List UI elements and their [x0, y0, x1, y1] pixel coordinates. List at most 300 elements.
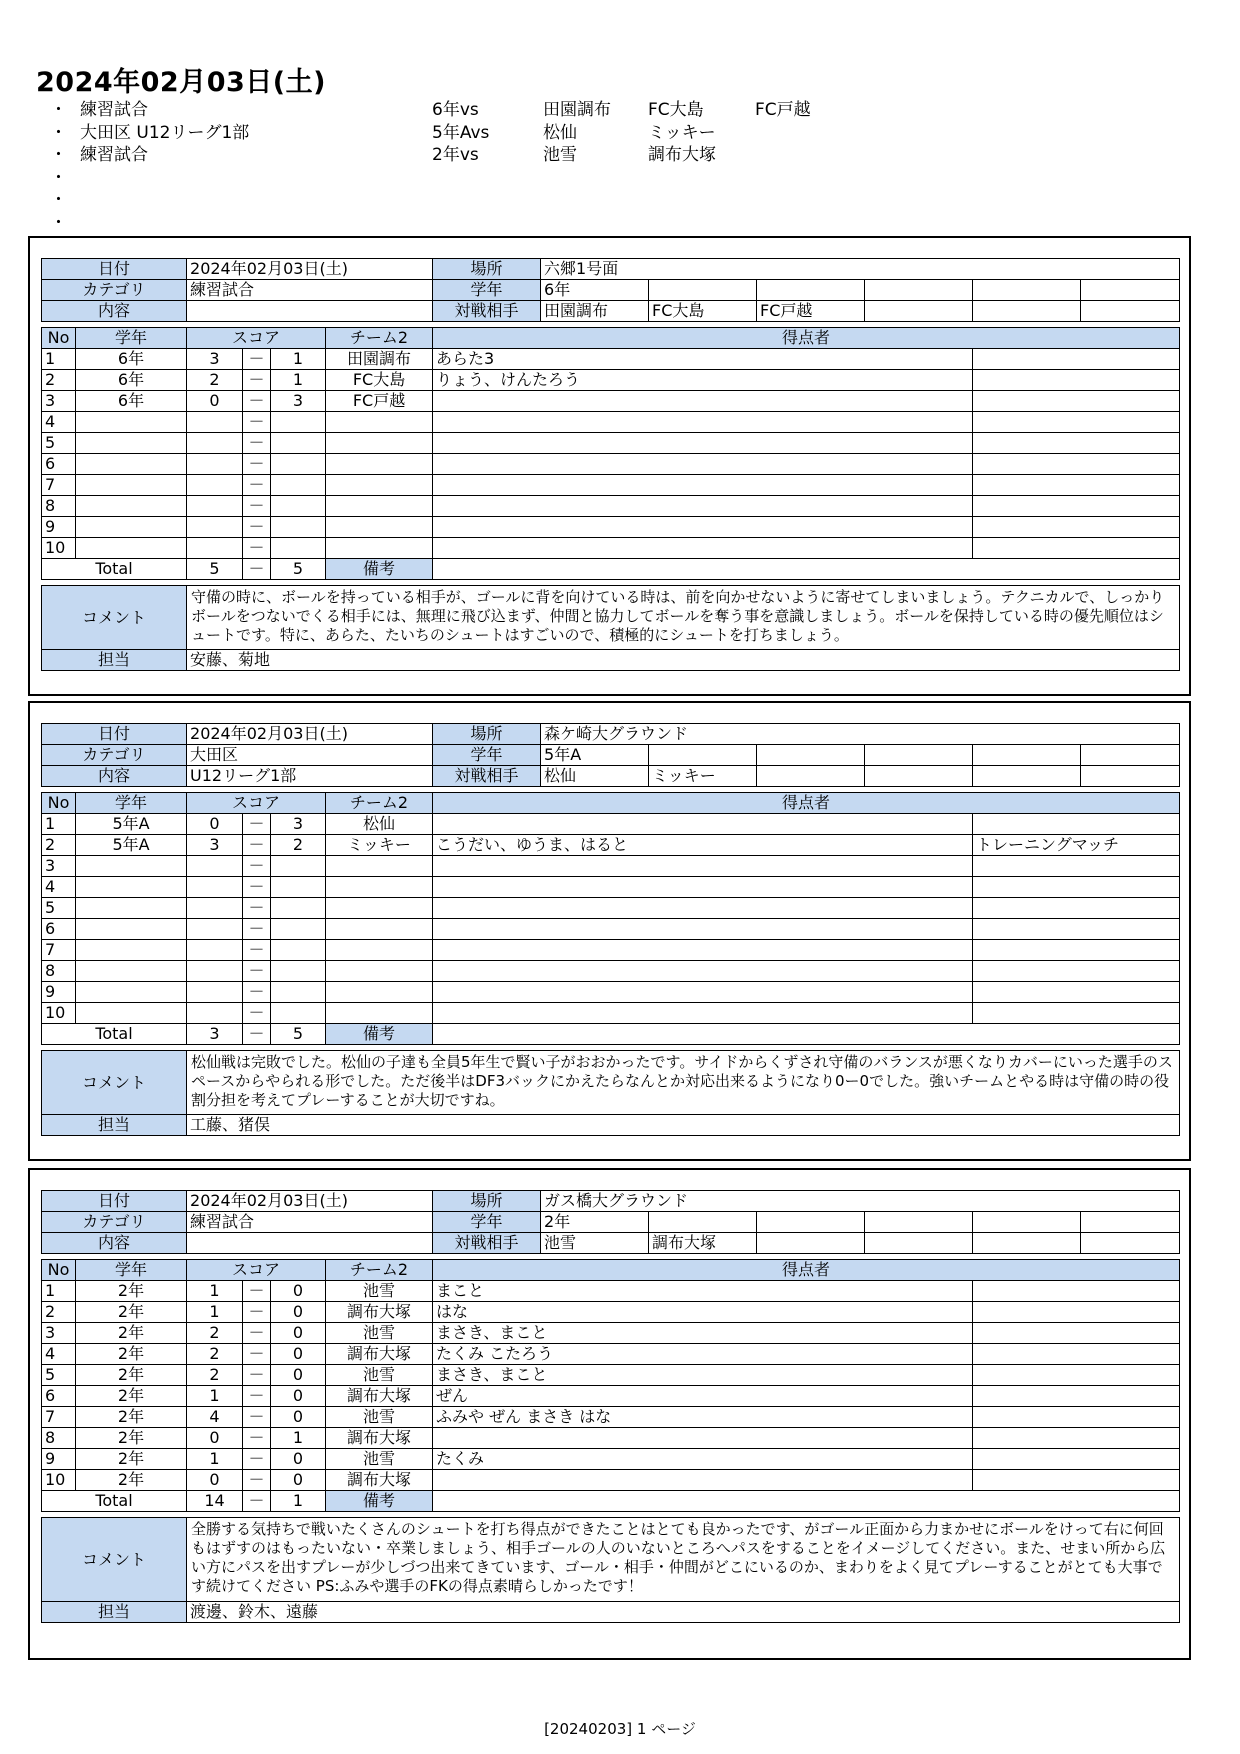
match-team2	[326, 496, 433, 517]
staff-label: 担当	[42, 650, 187, 671]
match-row	[42, 982, 1180, 1003]
cell	[973, 745, 1081, 766]
match-no: 2	[42, 370, 76, 391]
match-note	[973, 412, 1180, 433]
score-opp	[271, 517, 326, 538]
remarks-value	[433, 1491, 1180, 1512]
opponent-value	[757, 766, 865, 787]
cell	[1081, 1212, 1180, 1233]
match-scorers	[433, 898, 973, 919]
match-no: 5	[42, 433, 76, 454]
match-row	[42, 1470, 1180, 1491]
grade-value: 2年	[541, 1212, 649, 1233]
match-note	[973, 538, 1180, 559]
cell	[865, 1233, 973, 1254]
bullet: ・	[50, 212, 67, 233]
cell	[973, 301, 1081, 322]
score-own	[187, 961, 243, 982]
match-grade	[76, 877, 187, 898]
match-note	[973, 517, 1180, 538]
score-dash: －	[243, 835, 271, 856]
score-header: スコア	[187, 793, 326, 814]
summary-row	[50, 167, 950, 190]
match-row	[42, 856, 1180, 877]
match-team2	[326, 856, 433, 877]
cell	[973, 1212, 1081, 1233]
remarks-value	[433, 1024, 1180, 1045]
place-value: ガス橋大グラウンド	[541, 1191, 1180, 1212]
match-no: 4	[42, 1344, 76, 1365]
score-opp: 0	[271, 1323, 326, 1344]
team2-header: チーム2	[326, 328, 433, 349]
summary-row	[50, 144, 950, 167]
score-dash: －	[243, 982, 271, 1003]
summary-category: 練習試合	[80, 145, 148, 165]
cell	[1081, 766, 1180, 787]
match-no: 9	[42, 517, 76, 538]
match-scorers	[433, 919, 973, 940]
match-note	[973, 1407, 1180, 1428]
match-note	[973, 1470, 1180, 1491]
cell	[865, 1212, 973, 1233]
scorers-header: 得点者	[433, 793, 1180, 814]
score-dash: －	[243, 538, 271, 559]
cell	[865, 766, 973, 787]
match-note	[973, 940, 1180, 961]
match-team2	[326, 961, 433, 982]
score-own	[187, 517, 243, 538]
score-opp	[271, 940, 326, 961]
total-own: 14	[187, 1491, 243, 1512]
score-own: 0	[187, 1428, 243, 1449]
score-own: 3	[187, 835, 243, 856]
score-own	[187, 877, 243, 898]
match-no: 3	[42, 856, 76, 877]
match-scorers: はな	[433, 1302, 973, 1323]
cell	[757, 1212, 865, 1233]
match-note	[973, 898, 1180, 919]
match-row	[42, 1302, 1180, 1323]
score-dash: －	[243, 370, 271, 391]
score-opp	[271, 856, 326, 877]
summary-category: 大田区 U12リーグ1部	[80, 122, 250, 143]
score-dash: －	[243, 1407, 271, 1428]
match-no: 1	[42, 1281, 76, 1302]
opponent-value: 調布大塚	[649, 1233, 757, 1254]
match-no: 10	[42, 538, 76, 559]
score-own: 0	[187, 1470, 243, 1491]
opponent-label: 対戦相手	[433, 301, 541, 322]
score-own	[187, 538, 243, 559]
score-own: 2	[187, 1365, 243, 1386]
date-label: 日付	[42, 259, 187, 280]
score-own	[187, 1003, 243, 1024]
match-no: 9	[42, 982, 76, 1003]
opponent-value: 松仙	[541, 766, 649, 787]
staff-value: 安藤、菊地	[187, 650, 1180, 671]
score-dash: －	[243, 1323, 271, 1344]
cell	[757, 745, 865, 766]
comment-text: 全勝する気持ちで戦いたくさんのシュートを打ち得点ができたことはとても良かったです、がゴール正面から力まかせにボールをけって右に何回もはずすのはもったいない・卒業しましょう、相手ゴールの人のいないところへパスをすることをイメージしてください。また、せまい所から広い方にパスを出すプレーが少しづつ出来てきています、ゴール・相手・仲間がどこにいるのか、まわりをよく見てプレーすることがとても大事です続けてください PS:ふみや選手のFKの得点素晴らしかったです！	[187, 1518, 1180, 1602]
match-row	[42, 961, 1180, 982]
match-row	[42, 835, 1180, 856]
match-team2: 池雪	[326, 1323, 433, 1344]
opponent-label: 対戦相手	[433, 1233, 541, 1254]
match-note	[973, 982, 1180, 1003]
match-block-6nen	[28, 236, 1191, 696]
remarks-label: 備考	[326, 1491, 433, 1512]
match-scorers: たくみ こたろう	[433, 1344, 973, 1365]
match-team2	[326, 982, 433, 1003]
match-team2: 池雪	[326, 1281, 433, 1302]
category-value: 練習試合	[187, 1212, 433, 1233]
match-scorers: ぜん	[433, 1386, 973, 1407]
total-dash: －	[243, 1491, 271, 1512]
category-label: カテゴリ	[42, 1212, 187, 1233]
match-team2	[326, 940, 433, 961]
score-own: 1	[187, 1449, 243, 1470]
score-opp	[271, 454, 326, 475]
match-note	[973, 1323, 1180, 1344]
match-scorers	[433, 1428, 973, 1449]
summary-list	[50, 99, 950, 234]
match-grade: 6年	[76, 349, 187, 370]
score-own: 4	[187, 1407, 243, 1428]
summary-category: 練習試合	[80, 100, 148, 120]
match-grade	[76, 496, 187, 517]
score-opp: 1	[271, 370, 326, 391]
place-label: 場所	[433, 1191, 541, 1212]
cell	[973, 1233, 1081, 1254]
comment-label: コメント	[42, 1518, 187, 1602]
content-value: U12リーグ1部	[187, 766, 433, 787]
score-dash: －	[243, 877, 271, 898]
grade-value: 6年	[541, 280, 649, 301]
match-grade	[76, 1003, 187, 1024]
match-team2	[326, 877, 433, 898]
summary-opponent: 池雪	[543, 145, 577, 165]
scorers-header: 得点者	[433, 1260, 1180, 1281]
total-label: Total	[42, 559, 187, 580]
match-no: 5	[42, 898, 76, 919]
category-value: 大田区	[187, 745, 433, 766]
score-opp: 0	[271, 1365, 326, 1386]
match-grade: 2年	[76, 1344, 187, 1365]
score-opp: 0	[271, 1281, 326, 1302]
cell	[1081, 301, 1180, 322]
grade-label: 学年	[433, 1212, 541, 1233]
category-value: 練習試合	[187, 280, 433, 301]
grade-label: 学年	[433, 280, 541, 301]
score-dash: －	[243, 349, 271, 370]
match-scorers: たくみ	[433, 1449, 973, 1470]
score-own	[187, 433, 243, 454]
team2-header: チーム2	[326, 793, 433, 814]
match-team2	[326, 433, 433, 454]
match-note	[973, 454, 1180, 475]
match-grade: 5年A	[76, 835, 187, 856]
score-opp: 2	[271, 835, 326, 856]
match-scorers: りょう、けんたろう	[433, 370, 973, 391]
match-table	[41, 1190, 1180, 1623]
score-dash: －	[243, 1428, 271, 1449]
score-opp: 0	[271, 1449, 326, 1470]
team2-header: チーム2	[326, 1260, 433, 1281]
match-team2: 田園調布	[326, 349, 433, 370]
match-team2	[326, 898, 433, 919]
cell	[865, 745, 973, 766]
match-row	[42, 349, 1180, 370]
summary-row	[50, 212, 950, 235]
grade-header: 学年	[76, 1260, 187, 1281]
match-scorers: まさき、まこと	[433, 1365, 973, 1386]
match-grade: 2年	[76, 1428, 187, 1449]
total-label: Total	[42, 1024, 187, 1045]
score-dash: －	[243, 1449, 271, 1470]
cell	[757, 280, 865, 301]
opponent-value: 田園調布	[541, 301, 649, 322]
staff-label: 担当	[42, 1115, 187, 1136]
summary-opponent: 田園調布	[543, 100, 611, 120]
match-note	[973, 1365, 1180, 1386]
match-team2	[326, 919, 433, 940]
match-scorers: こうだい、ゆうま、はると	[433, 835, 973, 856]
score-opp	[271, 982, 326, 1003]
match-scorers	[433, 433, 973, 454]
staff-value: 工藤、猪俣	[187, 1115, 1180, 1136]
score-opp	[271, 412, 326, 433]
match-team2: 池雪	[326, 1407, 433, 1428]
content-value	[187, 301, 433, 322]
total-label: Total	[42, 1491, 187, 1512]
page-title: 2024年02月03日(土)	[36, 67, 326, 98]
category-label: カテゴリ	[42, 280, 187, 301]
match-no: 6	[42, 1386, 76, 1407]
match-scorers: まこと	[433, 1281, 973, 1302]
date-label: 日付	[42, 724, 187, 745]
score-dash: －	[243, 1281, 271, 1302]
cell	[1081, 280, 1180, 301]
score-opp	[271, 877, 326, 898]
remarks-value	[433, 559, 1180, 580]
match-grade	[76, 898, 187, 919]
match-no: 6	[42, 454, 76, 475]
match-team2: 池雪	[326, 1449, 433, 1470]
match-row	[42, 1344, 1180, 1365]
place-value: 森ケ崎大グラウンド	[541, 724, 1180, 745]
match-note	[973, 961, 1180, 982]
match-team2: 調布大塚	[326, 1344, 433, 1365]
match-grade	[76, 517, 187, 538]
cell	[865, 301, 973, 322]
cell	[649, 745, 757, 766]
bullet: ・	[50, 145, 67, 165]
score-opp	[271, 538, 326, 559]
match-grade	[76, 433, 187, 454]
match-block-2nen	[28, 1168, 1191, 1660]
date-label: 日付	[42, 1191, 187, 1212]
score-opp: 3	[271, 391, 326, 412]
match-scorers	[433, 496, 973, 517]
total-opp: 5	[271, 1024, 326, 1045]
match-scorers	[433, 391, 973, 412]
match-note	[973, 877, 1180, 898]
match-row	[42, 877, 1180, 898]
match-row	[42, 433, 1180, 454]
match-grade: 2年	[76, 1386, 187, 1407]
score-dash: －	[243, 1470, 271, 1491]
summary-grade: 5年Avs	[432, 122, 490, 143]
match-note	[973, 433, 1180, 454]
match-grade	[76, 454, 187, 475]
match-note	[973, 1386, 1180, 1407]
score-opp: 0	[271, 1470, 326, 1491]
score-dash: －	[243, 1003, 271, 1024]
match-team2: 調布大塚	[326, 1302, 433, 1323]
match-note	[973, 391, 1180, 412]
match-row	[42, 517, 1180, 538]
place-label: 場所	[433, 724, 541, 745]
match-grade: 6年	[76, 391, 187, 412]
match-row	[42, 919, 1180, 940]
match-grade	[76, 982, 187, 1003]
summary-opponent: 松仙	[543, 122, 577, 143]
score-opp: 0	[271, 1302, 326, 1323]
match-no: 9	[42, 1449, 76, 1470]
score-opp: 0	[271, 1407, 326, 1428]
match-scorers: あらた3	[433, 349, 973, 370]
match-no: 6	[42, 919, 76, 940]
match-scorers	[433, 475, 973, 496]
match-row	[42, 1407, 1180, 1428]
match-grade	[76, 961, 187, 982]
opponent-value: 池雪	[541, 1233, 649, 1254]
comment-label: コメント	[42, 586, 187, 650]
match-grade: 2年	[76, 1449, 187, 1470]
remarks-label: 備考	[326, 1024, 433, 1045]
match-note	[973, 856, 1180, 877]
score-dash: －	[243, 475, 271, 496]
match-row	[42, 538, 1180, 559]
match-no: 10	[42, 1470, 76, 1491]
grade-label: 学年	[433, 745, 541, 766]
total-own: 5	[187, 559, 243, 580]
match-scorers	[433, 454, 973, 475]
score-own	[187, 982, 243, 1003]
score-opp: 3	[271, 814, 326, 835]
score-dash: －	[243, 940, 271, 961]
match-scorers	[433, 814, 973, 835]
score-own: 1	[187, 1386, 243, 1407]
match-note	[973, 1428, 1180, 1449]
opponent-value: FC戸越	[757, 301, 865, 322]
score-own	[187, 940, 243, 961]
match-no: 1	[42, 814, 76, 835]
match-note	[973, 919, 1180, 940]
score-opp: 0	[271, 1386, 326, 1407]
score-own: 2	[187, 370, 243, 391]
match-block-5nenA	[28, 701, 1191, 1161]
score-opp: 1	[271, 1428, 326, 1449]
match-grade: 2年	[76, 1281, 187, 1302]
match-row	[42, 412, 1180, 433]
score-opp	[271, 433, 326, 454]
match-team2	[326, 454, 433, 475]
match-grade: 2年	[76, 1302, 187, 1323]
scorers-header: 得点者	[433, 328, 1180, 349]
score-dash: －	[243, 454, 271, 475]
summary-grade: 6年vs	[432, 100, 479, 120]
match-grade: 2年	[76, 1470, 187, 1491]
comment-label: コメント	[42, 1051, 187, 1115]
match-scorers	[433, 412, 973, 433]
cell	[649, 280, 757, 301]
match-team2	[326, 1003, 433, 1024]
match-note	[973, 1003, 1180, 1024]
match-row	[42, 391, 1180, 412]
score-dash: －	[243, 391, 271, 412]
grade-value: 5年A	[541, 745, 649, 766]
score-dash: －	[243, 898, 271, 919]
match-row	[42, 1386, 1180, 1407]
match-team2	[326, 475, 433, 496]
score-dash: －	[243, 1386, 271, 1407]
no-header: No	[42, 793, 76, 814]
content-label: 内容	[42, 1233, 187, 1254]
score-dash: －	[243, 856, 271, 877]
match-note	[973, 370, 1180, 391]
page-footer: [20240203] 1 ページ	[544, 1720, 696, 1738]
date-value: 2024年02月03日(土)	[187, 259, 433, 280]
match-row	[42, 1449, 1180, 1470]
match-no: 1	[42, 349, 76, 370]
match-no: 2	[42, 1302, 76, 1323]
match-scorers	[433, 877, 973, 898]
score-dash: －	[243, 496, 271, 517]
score-dash: －	[243, 517, 271, 538]
match-team2	[326, 538, 433, 559]
opponent-value: FC大島	[649, 301, 757, 322]
bullet: ・	[50, 167, 67, 188]
score-own: 0	[187, 391, 243, 412]
score-own: 1	[187, 1281, 243, 1302]
score-opp: 1	[271, 349, 326, 370]
score-opp	[271, 1003, 326, 1024]
score-dash: －	[243, 961, 271, 982]
comment-text: 守備の時に、ボールを持っている相手が、ゴールに背を向けている時は、前を向かせないように寄せてしまいましょう。テクニカルで、しっかりボールをつないでくる相手には、無理に飛び込まず、仲間と協力してボールを奪う事を意識しましょう。ボールを保持している時の優先順位はシュートです。特に、あらた、たいちのシュートはすごいので、積極的にシュートを打ちましょう。	[187, 586, 1180, 650]
match-no: 7	[42, 1407, 76, 1428]
cell	[973, 766, 1081, 787]
match-grade	[76, 856, 187, 877]
score-header: スコア	[187, 1260, 326, 1281]
match-grade: 2年	[76, 1323, 187, 1344]
category-label: カテゴリ	[42, 745, 187, 766]
match-grade: 2年	[76, 1365, 187, 1386]
match-team2: 調布大塚	[326, 1428, 433, 1449]
match-note: トレーニングマッチ	[973, 835, 1180, 856]
opponent-label: 対戦相手	[433, 766, 541, 787]
score-dash: －	[243, 1302, 271, 1323]
bullet: ・	[50, 190, 67, 210]
match-row	[42, 1003, 1180, 1024]
match-scorers	[433, 856, 973, 877]
date-value: 2024年02月03日(土)	[187, 724, 433, 745]
cell	[1081, 1233, 1180, 1254]
opponent-value: ミッキー	[649, 766, 757, 787]
score-header: スコア	[187, 328, 326, 349]
match-row	[42, 496, 1180, 517]
match-grade	[76, 412, 187, 433]
